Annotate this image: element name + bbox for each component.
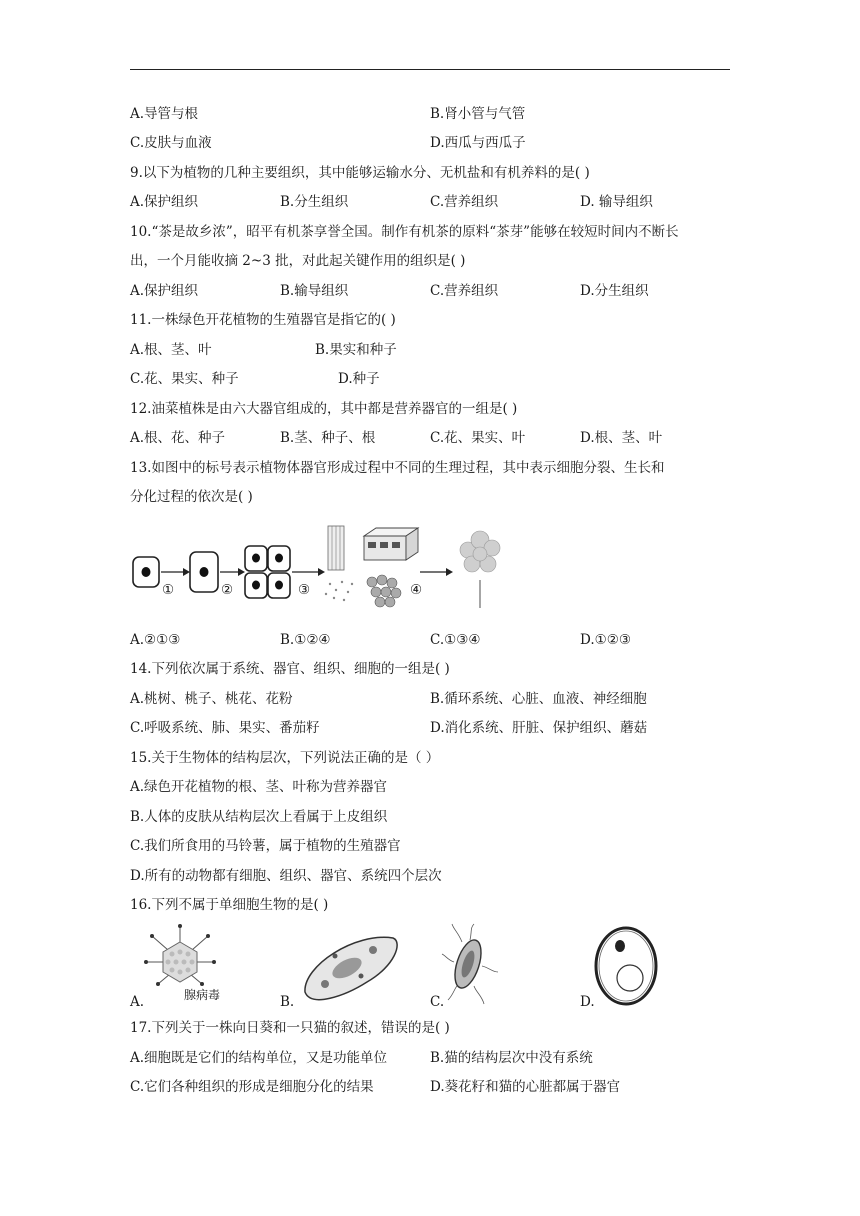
q17-option-c[interactable]: C.它们各种组织的形成是细胞分化的结果 bbox=[130, 1079, 374, 1095]
q16-option-c[interactable]: C. bbox=[430, 994, 445, 1010]
q13-option-a[interactable]: A.②①③ bbox=[130, 632, 181, 648]
q16-option-a[interactable]: A. bbox=[130, 994, 145, 1010]
q11-stem: 11.一株绿色开花植物的生殖器官是指它的( ) bbox=[130, 312, 396, 328]
q16-option-b[interactable]: B. bbox=[280, 994, 295, 1010]
q14-option-d[interactable]: D.消化系统、肝脏、保护组织、蘑菇 bbox=[430, 720, 648, 736]
q15-option-c[interactable]: C.我们所食用的马铃薯，属于植物的生殖器官 bbox=[130, 838, 401, 854]
bacterium-image bbox=[440, 922, 500, 1006]
q12-option-d[interactable]: D.根、茎、叶 bbox=[580, 430, 663, 446]
q13-option-b[interactable]: B.①②④ bbox=[280, 632, 331, 648]
q15-stem: 15.关于生物体的结构层次，下列说法正确的是（ ） bbox=[130, 750, 440, 766]
q17-option-d[interactable]: D.葵花籽和猫的心脏都属于器官 bbox=[430, 1079, 621, 1095]
q17-option-a[interactable]: A.细胞既是它们的结构单位，又是功能单位 bbox=[130, 1050, 388, 1066]
q10-stem-line2: 出，一个月能收摘 2~3 批，对此起关键作用的组织是( ) bbox=[130, 253, 466, 269]
paramecium-image bbox=[295, 926, 405, 1006]
q9-option-d[interactable]: D. 输导组织 bbox=[580, 194, 653, 210]
q9-option-a[interactable]: A.保护组织 bbox=[130, 194, 199, 210]
q11-option-a[interactable]: A.根、茎、叶 bbox=[130, 342, 212, 358]
q12-option-a[interactable]: A.根、花、种子 bbox=[130, 430, 226, 446]
q13-stem-line1: 13.如图中的标号表示植物体器官形成过程中不同的生理过程，其中表示细胞分裂、生长和 bbox=[130, 460, 665, 476]
q15-option-a[interactable]: A.绿色开花植物的根、茎、叶称为营养器官 bbox=[130, 779, 388, 795]
q13-label-2: ② bbox=[221, 582, 234, 598]
q10-option-b[interactable]: B.输导组织 bbox=[280, 283, 349, 299]
q11-option-b[interactable]: B.果实和种子 bbox=[315, 342, 397, 358]
q13-stem-line2: 分化过程的依次是( ) bbox=[130, 489, 253, 505]
adenovirus-image bbox=[140, 922, 220, 990]
q9-stem: 9.以下为植物的几种主要组织，其中能够运输水分、无机盐和有机养料的是( ) bbox=[130, 165, 590, 181]
q13-option-d[interactable]: D.①②③ bbox=[580, 632, 631, 648]
q8-option-a[interactable]: A.导管与根 bbox=[130, 106, 199, 122]
q13-label-1: ① bbox=[162, 582, 175, 598]
q13-label-3: ③ bbox=[298, 582, 311, 598]
q10-option-c[interactable]: C.营养组织 bbox=[430, 283, 499, 299]
q12-option-c[interactable]: C.花、果实、叶 bbox=[430, 430, 526, 446]
q15-option-d[interactable]: D.所有的动物都有细胞、组织、器官、系统四个层次 bbox=[130, 868, 442, 884]
q14-option-a[interactable]: A.桃树、桃子、桃花、花粉 bbox=[130, 691, 293, 707]
q14-option-c[interactable]: C.呼吸系统、肺、果实、番茄籽 bbox=[130, 720, 320, 736]
q8-option-b[interactable]: B.肾小管与气管 bbox=[430, 106, 526, 122]
q10-option-d[interactable]: D.分生组织 bbox=[580, 283, 649, 299]
q12-stem: 12.油菜植株是由六大器官组成的，其中都是营养器官的一组是( ) bbox=[130, 401, 518, 417]
q8-option-c[interactable]: C.皮肤与血液 bbox=[130, 135, 212, 151]
q13-option-c[interactable]: C.①③④ bbox=[430, 632, 481, 648]
q11-option-d[interactable]: D.种子 bbox=[338, 371, 380, 387]
q11-option-c[interactable]: C.花、果实、种子 bbox=[130, 371, 239, 387]
virus-label: 腺病毒 bbox=[184, 988, 221, 1002]
q9-option-b[interactable]: B.分生组织 bbox=[280, 194, 349, 210]
q17-stem: 17.下列关于一株向日葵和一只猫的叙述，错误的是( ) bbox=[130, 1020, 450, 1036]
q10-stem-line1: 10.“茶是故乡浓”，昭平有机茶享誉全国。制作有机茶的原料“茶芽”能够在较短时间内不断长 bbox=[130, 224, 679, 240]
q17-option-b[interactable]: B.猫的结构层次中没有系统 bbox=[430, 1050, 593, 1066]
q8-option-d[interactable]: D.西瓜与西瓜子 bbox=[430, 135, 526, 151]
q14-stem: 14.下列依次属于系统、器官、组织、细胞的一组是( ) bbox=[130, 661, 450, 677]
q16-option-d[interactable]: D. bbox=[580, 994, 595, 1010]
q13-label-4: ④ bbox=[410, 582, 423, 598]
q13-cell-development-figure bbox=[128, 520, 508, 616]
q15-option-b[interactable]: B.人体的皮肤从结构层次上看属于上皮组织 bbox=[130, 809, 388, 825]
yeast-cell-image bbox=[592, 924, 662, 1010]
q10-option-a[interactable]: A.保护组织 bbox=[130, 283, 199, 299]
q14-option-b[interactable]: B.循环系统、心脏、血液、神经细胞 bbox=[430, 691, 647, 707]
q16-stem: 16.下列不属于单细胞生物的是( ) bbox=[130, 897, 329, 913]
q12-option-b[interactable]: B.茎、种子、根 bbox=[280, 430, 376, 446]
q9-option-c[interactable]: C.营养组织 bbox=[430, 194, 499, 210]
header-rule bbox=[130, 69, 730, 70]
